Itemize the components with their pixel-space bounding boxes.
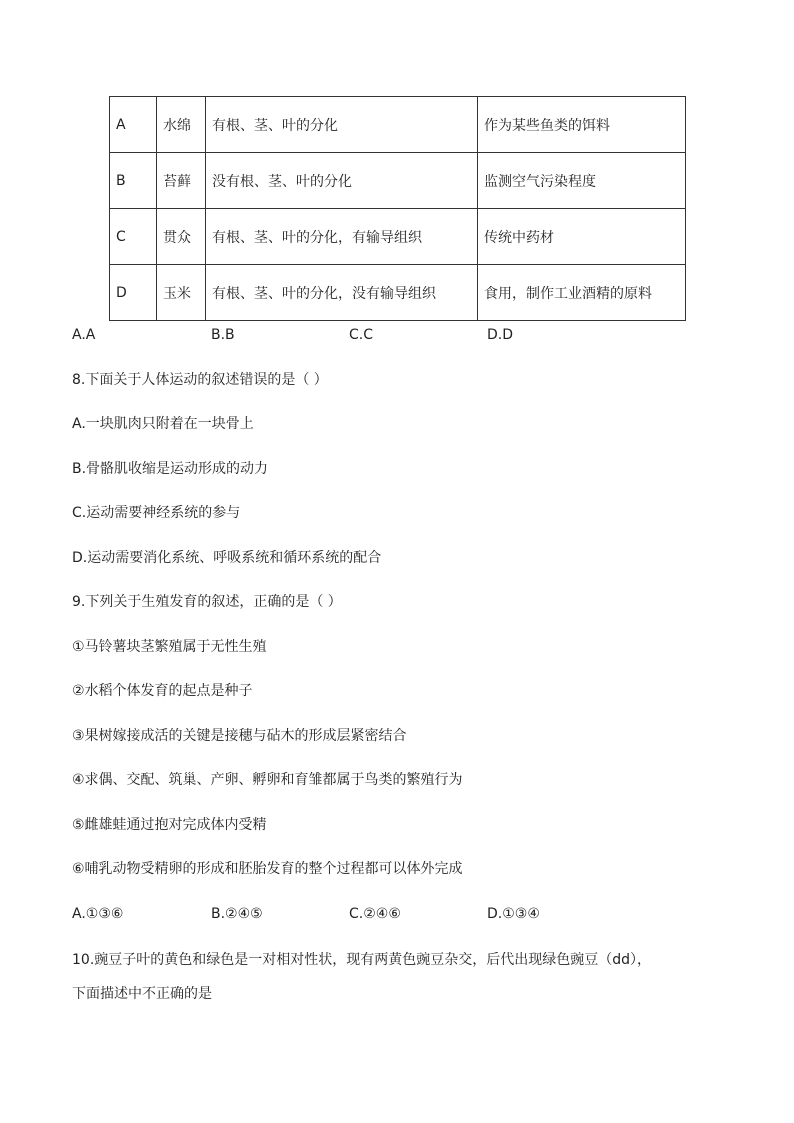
plant-name: 苔藓	[157, 153, 206, 209]
q8-option-c: C.运动需要神经系统的参与	[72, 505, 241, 521]
plant-feature: 有根、茎、叶的分化，没有输导组织	[206, 265, 478, 321]
plant-name: 水绵	[157, 97, 206, 153]
table-row	[110, 153, 686, 209]
q8-option-d: D.运动需要消化系统、呼吸系统和循环系统的配合	[72, 550, 382, 566]
plant-use: 传统中药材	[478, 209, 686, 265]
q8-option-b: B.骨骼肌收缩是运动形成的动力	[72, 461, 269, 477]
q9-option-c: C.②④⑥	[349, 906, 401, 922]
plant-comparison-table	[109, 96, 686, 321]
q9-statement-3: ③果树嫁接成活的关键是接穗与砧木的形成层紧密结合	[72, 728, 407, 744]
q9-option-a: A.①③⑥	[72, 906, 124, 922]
row-letter: C	[110, 209, 157, 265]
q8-stem: 8.下面关于人体运动的叙述错误的是（ ）	[72, 372, 328, 388]
plant-name: 玉米	[157, 265, 206, 321]
q7-options	[72, 325, 722, 345]
plant-feature: 有根、茎、叶的分化	[206, 97, 478, 153]
q9-option-b: B.②④⑤	[211, 906, 263, 922]
plant-use: 食用，制作工业酒精的原料	[478, 265, 686, 321]
q8-option-a: A.一块肌肉只附着在一块骨上	[72, 416, 254, 432]
row-letter: A	[110, 97, 157, 153]
plant-name: 贯众	[157, 209, 206, 265]
plant-use: 作为某些鱼类的饵料	[478, 97, 686, 153]
plant-feature: 没有根、茎、叶的分化	[206, 153, 478, 209]
q9-statement-4: ④求偶、交配、筑巢、产卵、孵卵和育雏都属于鸟类的繁殖行为	[72, 772, 463, 788]
q7-option-a: A.A	[72, 327, 96, 343]
q9-statement-5: ⑤雌雄蛙通过抱对完成体内受精	[72, 817, 267, 833]
q9-statement-2: ②水稻个体发育的起点是种子	[72, 683, 253, 699]
row-letter: D	[110, 265, 157, 321]
table-row	[110, 97, 686, 153]
q9-options	[72, 904, 722, 924]
table-row	[110, 265, 686, 321]
q7-option-d: D.D	[487, 327, 514, 343]
q9-statement-1: ①马铃薯块茎繁殖属于无性生殖	[72, 639, 267, 655]
q7-option-c: C.C	[349, 327, 374, 343]
q7-option-b: B.B	[211, 327, 235, 343]
row-letter: B	[110, 153, 157, 209]
plant-feature: 有根、茎、叶的分化，有输导组织	[206, 209, 478, 265]
q10-stem-line-2: 下面描述中不正确的是	[72, 986, 212, 1002]
q9-statement-6: ⑥哺乳动物受精卵的形成和胚胎发育的整个过程都可以体外完成	[72, 861, 463, 877]
q10-stem-line-1: 10.豌豆子叶的黄色和绿色是一对相对性状，现有两黄色豌豆杂交，后代出现绿色豌豆（dd），	[72, 952, 652, 968]
q9-option-d: D.①③④	[487, 906, 540, 922]
plant-use: 监测空气污染程度	[478, 153, 686, 209]
q9-stem: 9.下列关于生殖发育的叙述，正确的是（ ）	[72, 594, 342, 610]
table-row	[110, 209, 686, 265]
